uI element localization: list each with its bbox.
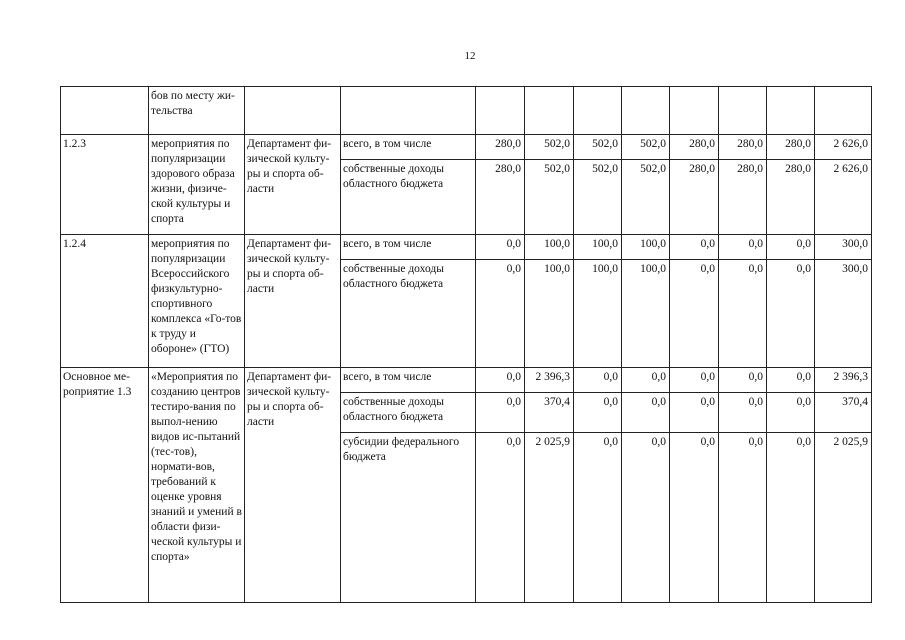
year-value: 0,0 (476, 368, 525, 393)
funding-source: субсидии федерального бюджета (341, 433, 476, 603)
year-value: 0,0 (767, 368, 815, 393)
year-value: 0,0 (719, 368, 767, 393)
year-value (574, 87, 622, 135)
year-value: 0,0 (622, 368, 670, 393)
year-value: 280,0 (476, 135, 525, 160)
year-value: 0,0 (622, 393, 670, 433)
funding-source (341, 87, 476, 135)
budget-table (60, 86, 872, 603)
year-value: 280,0 (767, 135, 815, 160)
year-value: 0,0 (574, 393, 622, 433)
year-value: 100,0 (574, 260, 622, 368)
year-value: 280,0 (476, 160, 525, 235)
table-row (61, 87, 872, 135)
year-value: 0,0 (767, 260, 815, 368)
row-executor: Департамент фи-зической культу-ры и спорта об-ласти (245, 368, 341, 603)
year-value: 0,0 (719, 433, 767, 603)
year-value: 280,0 (670, 160, 719, 235)
year-value: 100,0 (622, 235, 670, 260)
year-value: 280,0 (767, 160, 815, 235)
year-value: 100,0 (574, 235, 622, 260)
year-value: 0,0 (767, 433, 815, 603)
funding-source: всего, в том числе (341, 235, 476, 260)
year-value: 502,0 (525, 135, 574, 160)
row-code (61, 87, 149, 135)
total-value: 300,0 (815, 260, 872, 368)
year-value: 0,0 (719, 260, 767, 368)
year-value: 0,0 (476, 393, 525, 433)
row-code: Основное ме-роприятие 1.3 (61, 368, 149, 603)
year-value: 502,0 (622, 160, 670, 235)
row-description: мероприятия по популяризации здорового образа жизни, физиче-ской культуры и спорта (149, 135, 245, 235)
year-value: 0,0 (574, 368, 622, 393)
year-value: 2 396,3 (525, 368, 574, 393)
total-value (815, 87, 872, 135)
table-row (61, 235, 872, 260)
year-value: 0,0 (719, 235, 767, 260)
year-value: 370,4 (525, 393, 574, 433)
page-number: 12 (464, 50, 476, 62)
row-executor: Департамент фи-зической культу-ры и спорта об-ласти (245, 135, 341, 235)
year-value (525, 87, 574, 135)
total-value: 2 396,3 (815, 368, 872, 393)
funding-source: собственные доходы областного бюджета (341, 393, 476, 433)
year-value: 280,0 (719, 160, 767, 235)
year-value: 0,0 (476, 235, 525, 260)
total-value: 2 626,0 (815, 160, 872, 235)
year-value: 502,0 (574, 160, 622, 235)
year-value: 100,0 (525, 260, 574, 368)
funding-source: собственные доходы областного бюджета (341, 160, 476, 235)
total-value: 370,4 (815, 393, 872, 433)
year-value: 0,0 (670, 235, 719, 260)
year-value: 0,0 (670, 368, 719, 393)
year-value (719, 87, 767, 135)
year-value: 0,0 (670, 260, 719, 368)
table-row (61, 368, 872, 393)
row-code: 1.2.4 (61, 235, 149, 368)
year-value (476, 87, 525, 135)
year-value (670, 87, 719, 135)
year-value: 0,0 (476, 433, 525, 603)
table-row (61, 135, 872, 160)
row-executor: Департамент фи-зической культу-ры и спорта об-ласти (245, 235, 341, 368)
year-value: 0,0 (622, 433, 670, 603)
row-description: бов по месту жи-тельства (149, 87, 245, 135)
funding-source: всего, в том числе (341, 368, 476, 393)
funding-source: собственные доходы областного бюджета (341, 260, 476, 368)
year-value: 502,0 (574, 135, 622, 160)
row-description: мероприятия по популяризации Всероссийского физкультурно-спортивного комплекса «Го-тов к труду и обороне» (ГТО) (149, 235, 245, 368)
year-value: 0,0 (670, 393, 719, 433)
total-value: 2 626,0 (815, 135, 872, 160)
year-value: 502,0 (525, 160, 574, 235)
year-value (767, 87, 815, 135)
year-value: 0,0 (670, 433, 719, 603)
row-description: «Мероприятия по созданию центров тестиро-вания по выпол-нению видов ис-пытаний (тес-тов), нормати-вов, требований к оценке уровня знаний и умений в области физи-ческой культуры и спорта» (149, 368, 245, 603)
row-executor (245, 87, 341, 135)
year-value: 280,0 (719, 135, 767, 160)
year-value: 280,0 (670, 135, 719, 160)
total-value: 2 025,9 (815, 433, 872, 603)
year-value: 0,0 (719, 393, 767, 433)
year-value (622, 87, 670, 135)
year-value: 2 025,9 (525, 433, 574, 603)
year-value: 0,0 (767, 235, 815, 260)
year-value: 0,0 (574, 433, 622, 603)
funding-source: всего, в том числе (341, 135, 476, 160)
row-code: 1.2.3 (61, 135, 149, 235)
year-value: 0,0 (476, 260, 525, 368)
year-value: 100,0 (622, 260, 670, 368)
year-value: 100,0 (525, 235, 574, 260)
table-body (61, 87, 872, 603)
year-value: 0,0 (767, 393, 815, 433)
total-value: 300,0 (815, 235, 872, 260)
year-value: 502,0 (622, 135, 670, 160)
